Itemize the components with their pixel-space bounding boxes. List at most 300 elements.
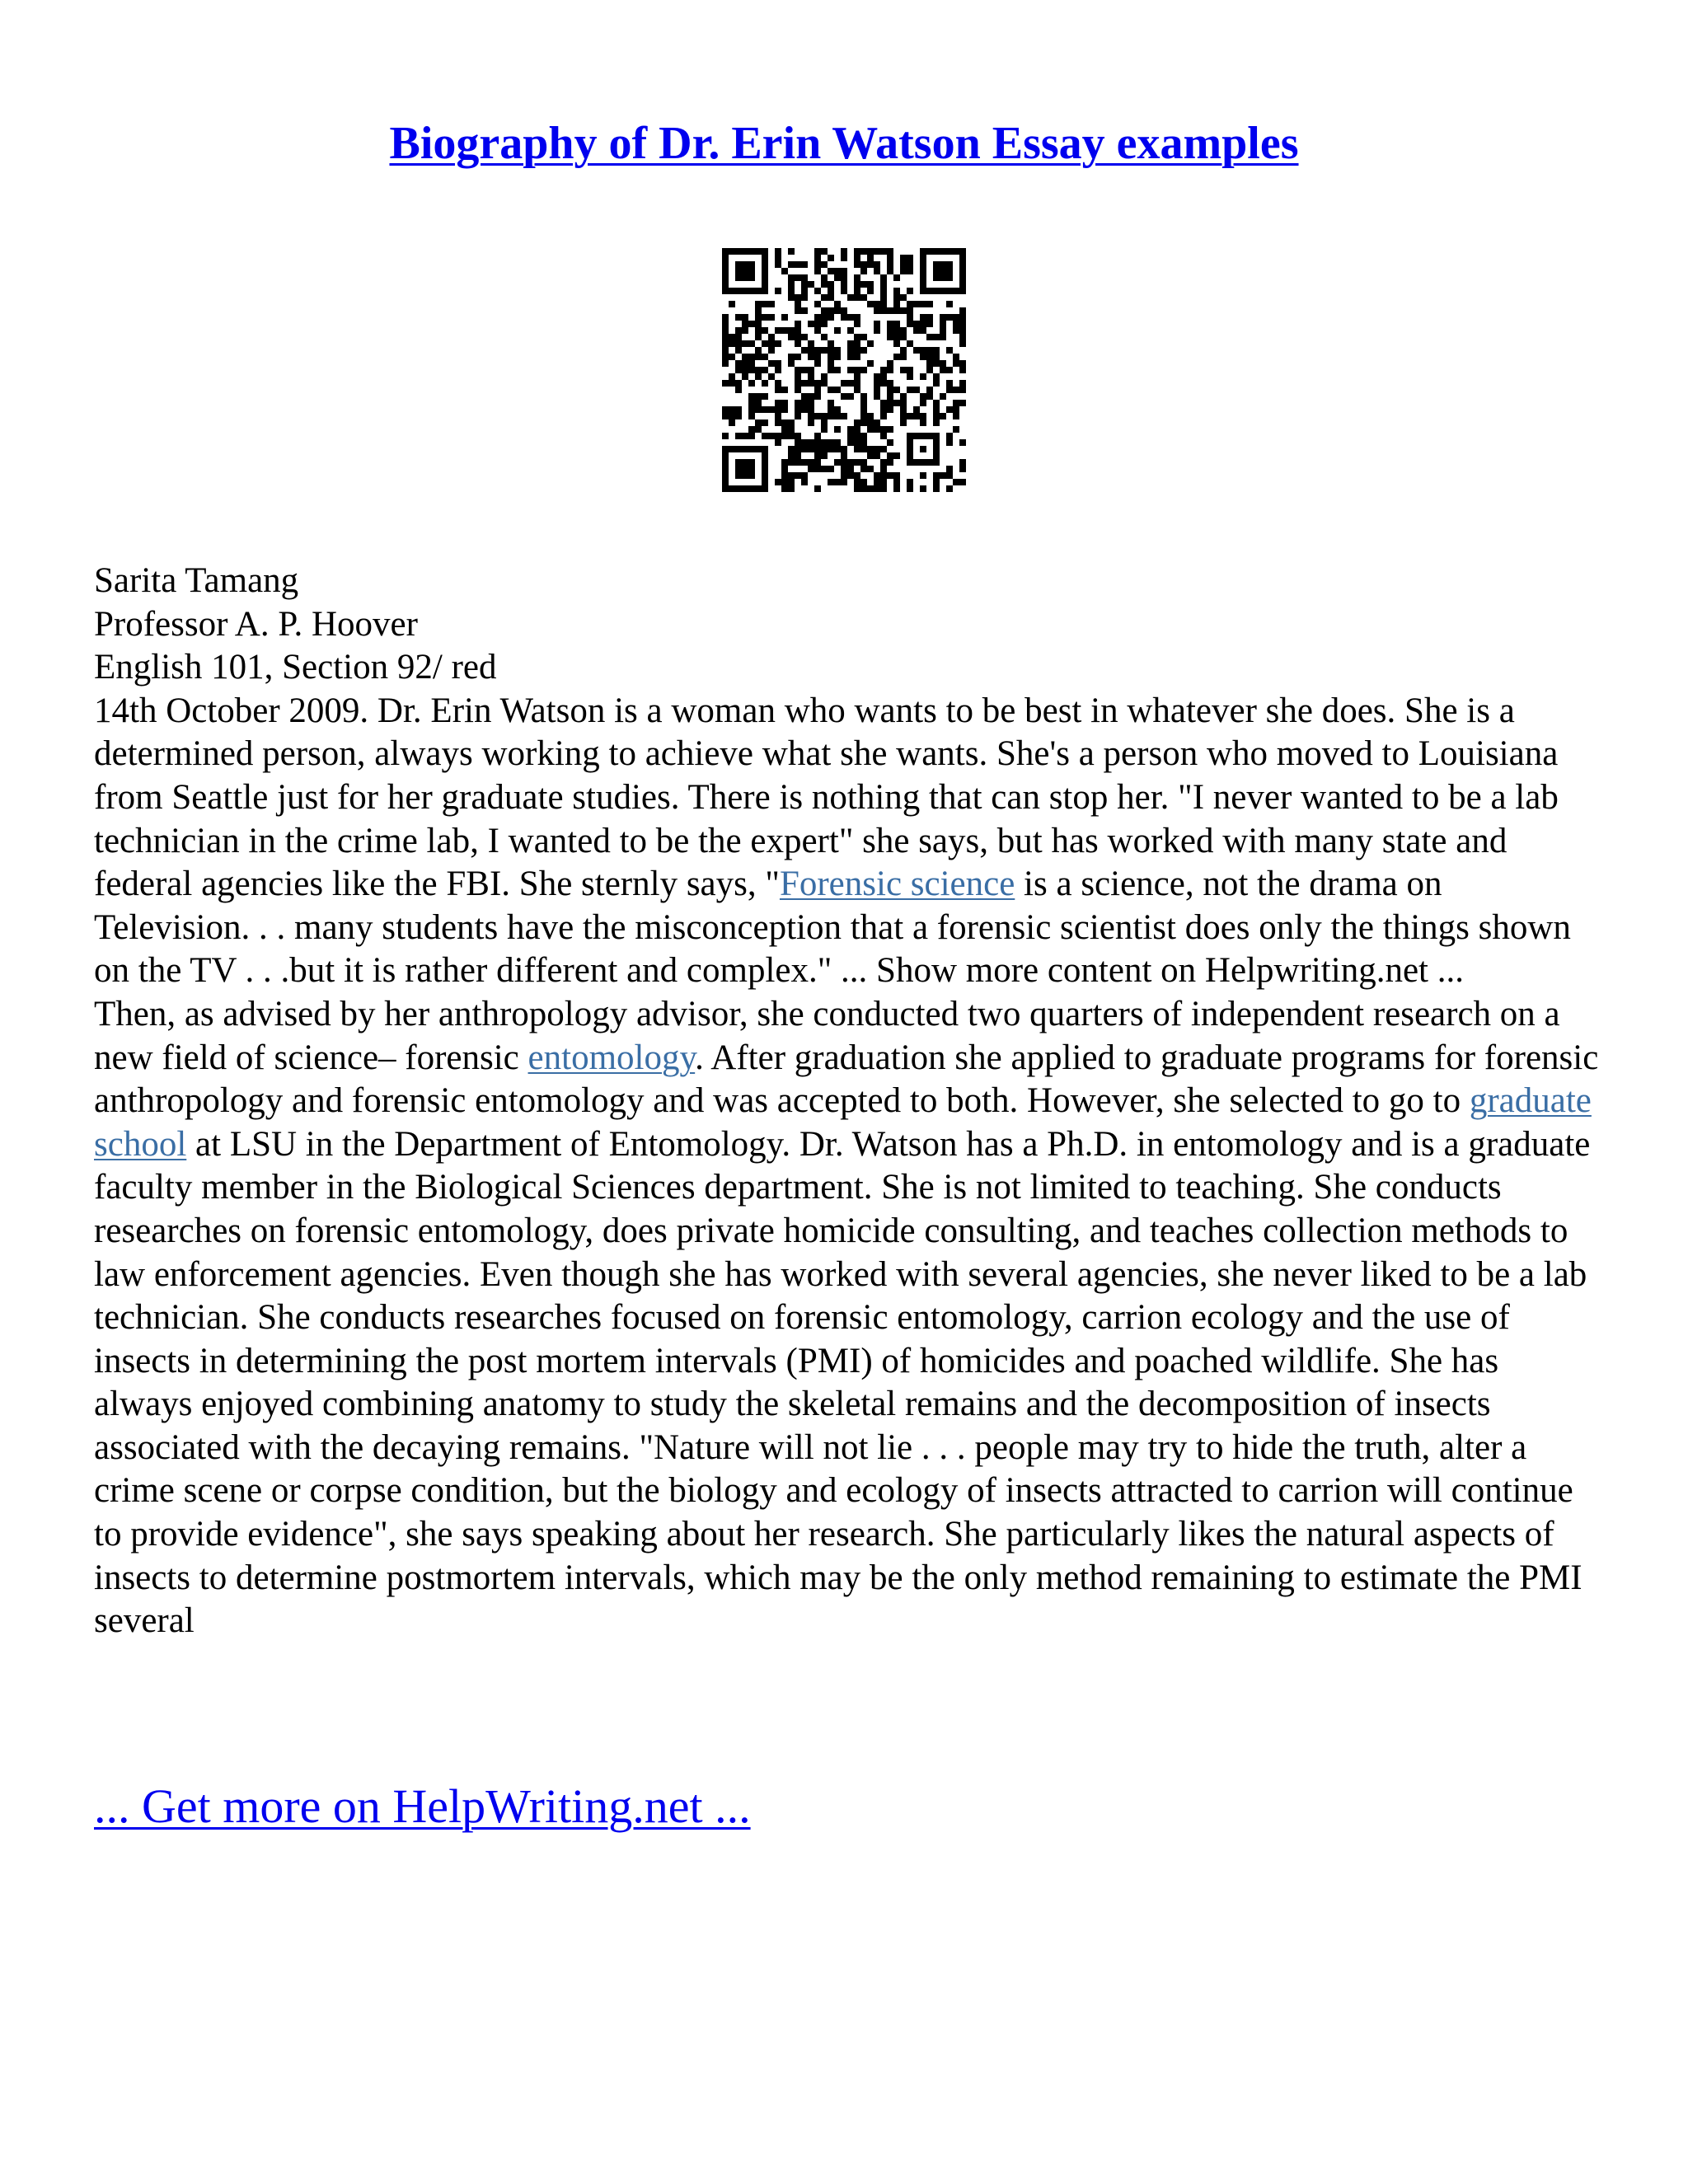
qr-module <box>748 367 755 373</box>
qr-module <box>946 301 953 307</box>
qr-module <box>828 281 834 288</box>
qr-module <box>926 301 933 307</box>
qr-module <box>874 393 880 400</box>
qr-module <box>874 479 880 485</box>
qr-module <box>808 321 814 327</box>
qr-module <box>900 413 907 419</box>
qr-module <box>834 268 841 274</box>
qr-module <box>775 400 781 406</box>
qr-module <box>755 406 762 413</box>
qr-module <box>729 354 735 360</box>
paragraph-2-text-c: at LSU in the Department of Entomology. Dr. Watson has a Ph.D. in entomology and is a graduate faculty member in the Biological Sciences department. She is not limited to teaching. She conducts researches on forensic entomology, does private homicide consulting, and teaches collection methods to law enforcement agencies. Even though she has worked with several agencies, she never liked to be a lab technician. She conducts researches focused on forensic entomology, carrion ecology and the use of insects in determining the post mortem intervals (PMI) of homicides and poached wildlife. She has always enjoyed combining anatomy to study the skeletal remains and the decomposition of insects associated with the decaying remains. "Nature will not lie . . . people may try to hide the truth, alter a crime scene or corpse condition, but the biology and ecology of insects attracted to carrion will continue to provide evidence", she says speaking about her research. She particularly likes the natural aspects of insects to determine postmortem intervals, which may be the only method remaining to estimate the PMI several <box>94 1124 1591 1641</box>
qr-module <box>959 459 966 466</box>
qr-module <box>841 307 847 314</box>
qr-module <box>788 472 795 479</box>
qr-module <box>926 321 933 327</box>
qr-module <box>940 314 946 321</box>
qr-module <box>795 307 801 314</box>
qr-module <box>907 307 913 314</box>
qr-module <box>893 327 900 334</box>
qr-module <box>801 472 808 479</box>
page-title-link[interactable]: Biography of Dr. Erin Watson Essay examples <box>389 118 1299 169</box>
qr-module <box>874 380 880 387</box>
qr-module <box>828 340 834 347</box>
qr-module <box>834 406 841 413</box>
qr-module <box>801 334 808 340</box>
qr-module <box>808 446 814 452</box>
qr-module <box>860 466 867 472</box>
qr-module <box>847 340 854 347</box>
qr-module <box>781 485 788 492</box>
qr-module <box>722 340 729 347</box>
qr-module <box>867 281 874 288</box>
graduate-school-link[interactable]: graduate school <box>94 1081 1592 1164</box>
qr-module <box>788 281 795 288</box>
qr-module <box>755 347 762 354</box>
qr-module <box>775 255 781 261</box>
qr-module <box>775 406 781 413</box>
qr-module <box>768 347 775 354</box>
qr-module <box>887 248 893 255</box>
qr-module <box>814 459 821 466</box>
qr-module <box>828 406 834 413</box>
qr-module <box>788 360 795 367</box>
qr-module <box>788 354 795 360</box>
qr-module <box>781 387 788 393</box>
qr-module <box>828 466 834 472</box>
author-line: Sarita Tamang <box>94 561 299 600</box>
qr-module <box>788 459 795 466</box>
qr-module <box>821 373 828 380</box>
qr-module <box>775 261 781 268</box>
qr-module <box>768 314 775 321</box>
qr-module <box>801 446 808 452</box>
qr-module <box>953 327 959 334</box>
qr-module <box>913 321 920 327</box>
qr-module <box>808 347 814 354</box>
qr-module <box>874 472 880 479</box>
qr-module <box>880 274 887 281</box>
qr-module <box>788 426 795 433</box>
qr-module <box>893 321 900 327</box>
entomology-link[interactable]: entomology <box>528 1038 696 1077</box>
qr-module <box>795 380 801 387</box>
qr-module <box>748 433 755 439</box>
qr-module <box>729 380 735 387</box>
qr-module <box>900 334 907 340</box>
qr-module <box>893 307 900 314</box>
qr-module <box>926 314 933 321</box>
qr-module <box>742 314 748 321</box>
qr-module <box>847 472 854 479</box>
qr-module <box>933 400 940 406</box>
qr-module <box>788 248 795 255</box>
qr-module <box>834 367 841 373</box>
qr-module <box>722 321 729 327</box>
qr-module <box>841 255 847 261</box>
qr-module <box>795 387 801 393</box>
qr-module <box>795 446 801 452</box>
qr-module <box>735 360 742 367</box>
qr-module <box>953 354 959 360</box>
paragraph-1-text-a: 14th October 2009. Dr. Erin Watson is a woman who wants to be best in whatever she does. She is a determined person, always working to achieve what she wants. She's a person who moved to Louisiana from Seattle just for her graduate studies. There is nothing that can stop her. "I never wanted to be a lab technician in the crime lab, I wanted to be the expert" she says, but has worked with many state and federal agencies like the FBI. She sternly says, " <box>94 691 1559 904</box>
qr-module <box>775 413 781 419</box>
qr-module <box>828 268 834 274</box>
qr-module <box>907 373 913 380</box>
qr-module <box>940 472 946 479</box>
qr-module <box>900 307 907 314</box>
qr-module <box>933 360 940 367</box>
qr-module <box>959 387 966 393</box>
qr-module <box>920 472 926 479</box>
qr-module <box>940 327 946 334</box>
qr-module <box>742 321 748 327</box>
qr-module <box>841 314 847 321</box>
qr-module <box>900 327 907 334</box>
qr-module <box>867 413 874 419</box>
qr-module <box>781 472 788 479</box>
qr-module <box>946 406 953 413</box>
qr-module <box>828 413 834 419</box>
qr-module <box>828 387 834 393</box>
qr-module <box>847 433 854 439</box>
qr-module <box>775 360 781 367</box>
qr-module <box>900 255 907 261</box>
qr-module <box>814 360 821 367</box>
qr-module <box>880 406 887 413</box>
qr-module <box>913 387 920 393</box>
qr-module <box>893 485 900 492</box>
qr-module <box>874 387 880 393</box>
qr-module <box>854 274 860 281</box>
qr-module <box>867 452 874 459</box>
qr-module <box>920 354 926 360</box>
qr-module <box>874 307 880 314</box>
qr-module <box>900 406 907 413</box>
qr-module <box>913 301 920 307</box>
qr-module <box>847 347 854 354</box>
qr-module <box>735 340 742 347</box>
qr-module <box>788 334 795 340</box>
qr-module <box>880 472 887 479</box>
qr-module <box>953 360 959 367</box>
paragraph-2 <box>94 993 1602 1643</box>
qr-module <box>887 400 893 406</box>
qr-module <box>814 466 821 472</box>
qr-module <box>821 334 828 340</box>
qr-module <box>860 281 867 288</box>
qr-module <box>907 268 913 274</box>
qr-module <box>821 419 828 426</box>
qr-module <box>940 360 946 367</box>
qr-module <box>880 400 887 406</box>
qr-module <box>755 354 762 360</box>
qr-module <box>867 255 874 261</box>
qr-module <box>834 327 841 334</box>
qr-module <box>768 334 775 340</box>
qr-module <box>841 380 847 387</box>
qr-module <box>860 406 867 413</box>
qr-module <box>887 261 893 268</box>
qr-module <box>933 413 940 419</box>
qr-module <box>880 413 887 419</box>
qr-module <box>814 413 821 419</box>
qr-module <box>755 327 762 334</box>
qr-module <box>834 387 841 393</box>
qr-module <box>729 334 735 340</box>
qr-module <box>795 261 801 268</box>
qr-module <box>808 373 814 380</box>
qr-module <box>847 327 854 334</box>
qr-module <box>828 479 834 485</box>
qr-module <box>953 413 959 419</box>
qr-module <box>748 360 755 367</box>
get-more-link[interactable]: ... Get more on HelpWriting.net ... <box>94 1779 751 1833</box>
qr-module <box>828 307 834 314</box>
qr-module <box>946 439 953 446</box>
qr-module <box>841 459 847 466</box>
qr-module <box>867 301 874 307</box>
qr-module <box>821 307 828 314</box>
qr-module <box>920 347 926 354</box>
qr-module <box>795 274 801 281</box>
qr-module <box>742 373 748 380</box>
qr-module <box>874 248 880 255</box>
qr-module <box>828 314 834 321</box>
qr-module <box>920 400 926 406</box>
qr-module <box>959 380 966 387</box>
qr-module <box>946 433 953 439</box>
qr-module <box>880 248 887 255</box>
qr-module <box>841 472 847 479</box>
qr-module <box>735 413 742 419</box>
qr-module <box>722 347 729 354</box>
qr-module <box>814 387 821 393</box>
qr-module <box>788 274 795 281</box>
qr-module <box>781 479 788 485</box>
qr-module <box>926 360 933 367</box>
qr-module <box>959 367 966 373</box>
qr-module <box>860 248 867 255</box>
forensic-science-link[interactable]: Forensic science <box>779 865 1015 904</box>
qr-module <box>887 367 893 373</box>
essay-body <box>94 560 1602 1643</box>
qr-module <box>887 327 893 334</box>
qr-module <box>834 307 841 314</box>
qr-module <box>841 281 847 288</box>
qr-module <box>801 294 808 301</box>
qr-module <box>775 340 781 347</box>
qr-module <box>854 281 860 288</box>
qr-module <box>841 479 847 485</box>
qr-module <box>900 347 907 354</box>
qr-module <box>847 393 854 400</box>
qr-module <box>841 274 847 281</box>
qr-module <box>907 261 913 268</box>
qr-module <box>874 485 880 492</box>
qr-module <box>946 485 953 492</box>
qr-module <box>867 261 874 268</box>
qr-module <box>907 255 913 261</box>
qr-module <box>920 321 926 327</box>
qr-module <box>722 314 729 321</box>
qr-module <box>907 301 913 307</box>
qr-module <box>775 419 781 426</box>
qr-module <box>814 301 821 307</box>
qr-module <box>821 248 828 255</box>
qr-module <box>768 373 775 380</box>
qr-module <box>854 419 860 426</box>
qr-module <box>775 439 781 446</box>
qr-module <box>781 419 788 426</box>
qr-module <box>808 406 814 413</box>
qr-module <box>828 354 834 360</box>
qr-module <box>781 400 788 406</box>
qr-module <box>847 439 854 446</box>
qr-module <box>907 413 913 419</box>
qr-module <box>814 347 821 354</box>
qr-module <box>887 321 893 327</box>
qr-module <box>854 459 860 466</box>
qr-module <box>755 321 762 327</box>
qr-module <box>808 354 814 360</box>
qr-module <box>860 413 867 419</box>
qr-module <box>854 248 860 255</box>
qr-module <box>940 321 946 327</box>
qr-module <box>867 446 874 452</box>
qr-module <box>874 268 880 274</box>
qr-module <box>828 400 834 406</box>
qr-module <box>900 261 907 268</box>
qr-module <box>874 419 880 426</box>
qr-module <box>874 446 880 452</box>
qr-module <box>742 354 748 360</box>
qr-module <box>893 452 900 459</box>
qr-module <box>900 393 907 400</box>
qr-module <box>860 485 867 492</box>
qr-module <box>959 400 966 406</box>
qr-module <box>933 380 940 387</box>
qr-module <box>788 479 795 485</box>
qr-module <box>801 347 808 354</box>
qr-module <box>814 393 821 400</box>
qr-module <box>893 340 900 347</box>
qr-module <box>821 281 828 288</box>
qr-module <box>808 400 814 406</box>
qr-module <box>946 387 953 393</box>
qr-module <box>768 360 775 367</box>
qr-module <box>781 327 788 334</box>
qr-module <box>788 433 795 439</box>
qr-module <box>860 334 867 340</box>
qr-module <box>867 466 874 472</box>
qr-module <box>926 393 933 400</box>
qr-module <box>755 334 762 340</box>
qr-module <box>893 400 900 406</box>
qr-module <box>913 406 920 413</box>
qr-module <box>814 327 821 334</box>
qr-module <box>748 321 755 327</box>
qr-module <box>722 334 729 340</box>
qr-module <box>755 419 762 426</box>
qr-module <box>887 393 893 400</box>
qr-module <box>748 354 755 360</box>
qr-module <box>781 433 788 439</box>
qr-module <box>755 367 762 373</box>
qr-module <box>788 446 795 452</box>
qr-module <box>900 419 907 426</box>
qr-module <box>795 406 801 413</box>
qr-module <box>808 459 814 466</box>
qr-module <box>788 261 795 268</box>
qr-module <box>880 281 887 288</box>
qr-module <box>854 314 860 321</box>
qr-module <box>847 380 854 387</box>
qr-module <box>933 479 940 485</box>
qr-module <box>874 261 880 268</box>
qr-module <box>867 485 874 492</box>
qr-module <box>880 485 887 492</box>
qr-module <box>867 426 874 433</box>
qr-module <box>801 307 808 314</box>
qr-module <box>854 387 860 393</box>
qr-module <box>828 294 834 301</box>
qr-module <box>801 439 808 446</box>
qr-module <box>801 400 808 406</box>
qr-module <box>834 413 841 419</box>
qr-module <box>913 413 920 419</box>
qr-module <box>775 433 781 439</box>
qr-module <box>933 419 940 426</box>
qr-module <box>854 373 860 380</box>
qr-module <box>821 413 828 419</box>
qr-module <box>887 387 893 393</box>
qr-module <box>722 380 729 387</box>
qr-module <box>795 294 801 301</box>
qr-module <box>821 446 828 452</box>
qr-module <box>847 459 854 466</box>
qr-module <box>933 472 940 479</box>
qr-module <box>755 393 762 400</box>
qr-module <box>795 413 801 419</box>
qr-module <box>795 334 801 340</box>
qr-module <box>841 268 847 274</box>
qr-module <box>742 360 748 367</box>
qr-module <box>959 321 966 327</box>
qr-module <box>893 294 900 301</box>
qr-module <box>814 439 821 446</box>
qr-module <box>722 406 729 413</box>
qr-module <box>847 354 854 360</box>
qr-module <box>795 373 801 380</box>
qr-module <box>775 387 781 393</box>
qr-module <box>748 380 755 387</box>
qr-module <box>874 452 880 459</box>
qr-module <box>795 452 801 459</box>
qr-module <box>795 340 801 347</box>
qr-module <box>887 452 893 459</box>
qr-module <box>808 419 814 426</box>
qr-module <box>755 426 762 433</box>
qr-module <box>748 340 755 347</box>
qr-module <box>867 340 874 347</box>
qr-module <box>940 334 946 340</box>
qr-module <box>821 321 828 327</box>
qr-module <box>814 261 821 268</box>
qr-module <box>874 426 880 433</box>
qr-module <box>795 367 801 373</box>
qr-module <box>801 406 808 413</box>
